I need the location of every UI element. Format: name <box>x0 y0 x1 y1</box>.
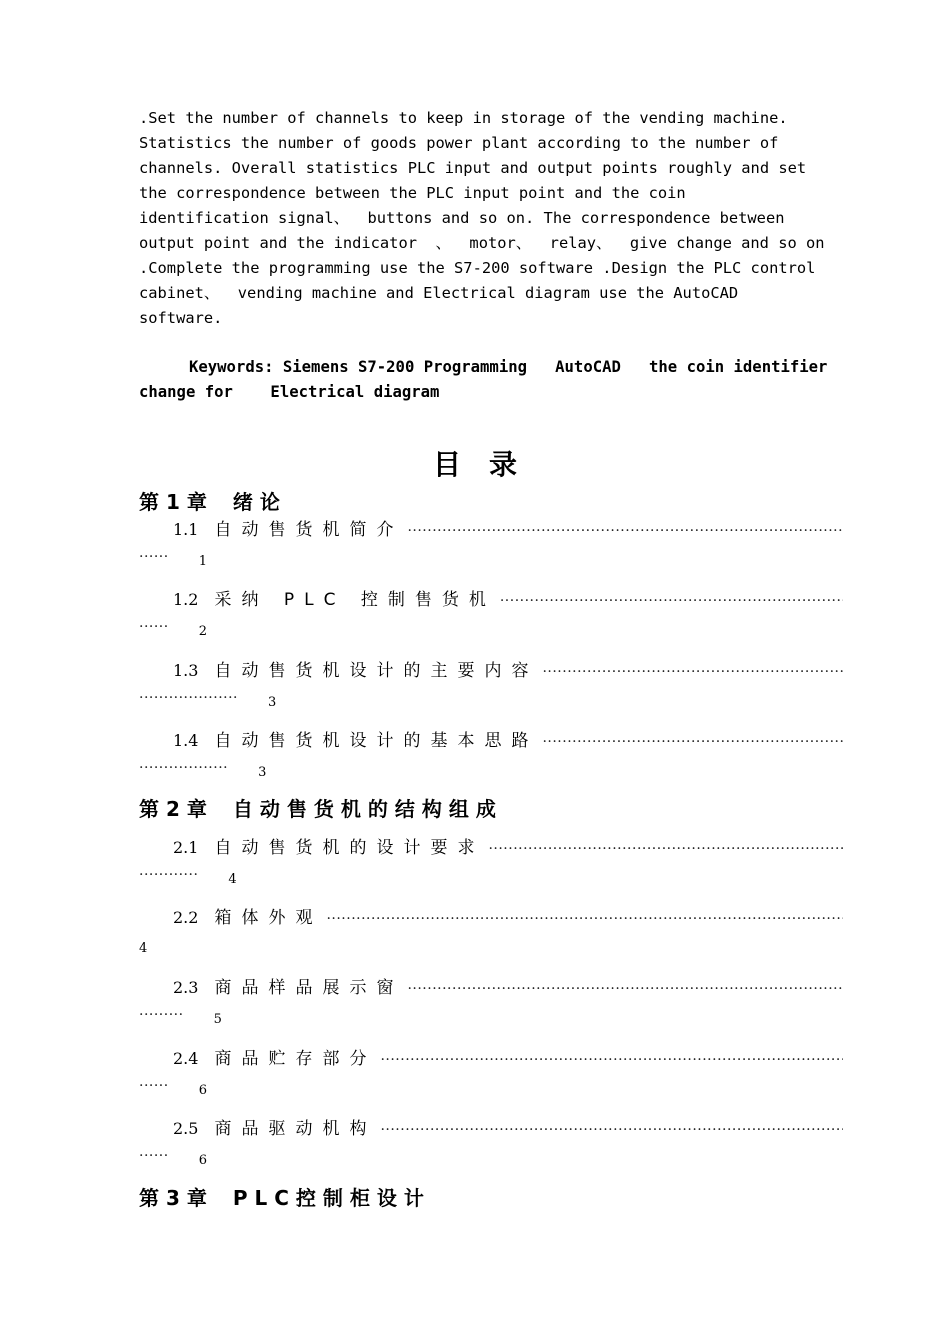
chapter-heading <box>139 1186 431 1210</box>
entry-title: 自动售货机的设计要求 <box>214 838 485 858</box>
abstract-line: identification signal、 buttons and so on. The correspondence between <box>139 209 785 227</box>
chapter-title: PLC控制柜设计 <box>232 1186 431 1210</box>
entry-page-number: 6 <box>198 1083 207 1098</box>
dot-leader-continued: ········· <box>139 1007 184 1023</box>
entry-title: 自动售货机简介 <box>214 520 404 540</box>
dot-leader <box>542 664 843 680</box>
entry-page-number: 1 <box>198 554 207 569</box>
toc-entry[interactable] <box>139 973 843 1033</box>
entry-page-number: 3 <box>268 695 277 710</box>
entry-title: 自动售货机设计的主要内容 <box>214 661 539 681</box>
toc-title: 目录 <box>432 448 545 481</box>
toc-entry[interactable] <box>139 833 843 893</box>
entry-number: 1.1 <box>173 520 199 539</box>
entry-number: 2.5 <box>173 1119 199 1138</box>
toc-entry[interactable] <box>139 515 843 575</box>
keywords-block <box>139 355 849 405</box>
dot-leader-continued: ·················· <box>139 760 229 776</box>
entry-page-number: 4 <box>139 941 148 956</box>
chapter-heading <box>139 797 503 821</box>
entry-number: 2.1 <box>173 838 199 857</box>
entry-number: 2.2 <box>173 908 199 927</box>
chapter-number: 第 1 章 <box>139 490 207 514</box>
keywords-terms: Siemens S7-200 Programming AutoCAD the coin identifier <box>282 358 828 376</box>
dot-leader-continued: ······ <box>139 549 169 565</box>
abstract-line: Statistics the number of goods power plant according to the number of <box>139 134 779 152</box>
entry-page-number: 5 <box>213 1012 222 1027</box>
entry-title: 自动售货机设计的基本思路 <box>214 731 539 751</box>
abstract-line: cabinet、 vending machine and Electrical diagram use the AutoCAD <box>139 284 739 302</box>
abstract-paragraph <box>139 106 849 331</box>
chapter-heading <box>139 490 287 514</box>
entry-number: 1.4 <box>173 731 199 750</box>
chapter-number: 第 3 章 <box>139 1186 207 1210</box>
entry-number: 1.2 <box>173 590 199 609</box>
chapter-title: 自动售货机的结构组成 <box>232 797 503 821</box>
dot-leader <box>380 1122 843 1138</box>
toc-entry[interactable] <box>139 903 843 963</box>
toc-entry[interactable] <box>139 656 843 716</box>
toc-entry[interactable] <box>139 1044 843 1104</box>
entry-number: 1.3 <box>173 661 199 680</box>
toc-entry[interactable] <box>139 726 843 786</box>
abstract-line: channels. Overall statistics PLC input and output points roughly and set <box>139 159 807 177</box>
toc-entry[interactable] <box>139 1114 843 1174</box>
dot-leader-continued: ············ <box>139 867 199 883</box>
dot-leader <box>500 593 843 609</box>
chapter-number: 第 2 章 <box>139 797 207 821</box>
entry-page-number: 4 <box>228 872 237 887</box>
abstract-line: output point and the indicator 、 motor、 relay、 give change and so on <box>139 234 825 252</box>
dot-leader <box>380 1052 843 1068</box>
entry-title: 商品驱动机构 <box>214 1119 377 1139</box>
entry-title: 商品贮存部分 <box>214 1049 377 1069</box>
keywords-line-1 <box>139 355 849 380</box>
dot-leader <box>542 734 843 750</box>
entry-page-number: 3 <box>258 765 267 780</box>
entry-title: 商品样品展示窗 <box>214 978 404 998</box>
abstract-line: .Set the number of channels to keep in storage of the vending machine. <box>139 109 788 127</box>
dot-leader <box>488 841 843 857</box>
dot-leader-continued: ······ <box>139 1148 169 1164</box>
entry-number: 2.4 <box>173 1049 199 1068</box>
entry-number: 2.3 <box>173 978 199 997</box>
dot-leader <box>407 523 843 539</box>
abstract-line: the correspondence between the PLC input point and the coin <box>139 184 686 202</box>
dot-leader-continued: ······ <box>139 1078 169 1094</box>
keywords-label: Keywords: <box>189 358 274 376</box>
dot-leader-continued: ······ <box>139 619 169 635</box>
keywords-line-2: change for Electrical diagram <box>139 383 440 401</box>
dot-leader <box>407 981 843 997</box>
dot-leader-continued: ···················· <box>139 690 239 706</box>
abstract-line: software. <box>139 309 223 327</box>
entry-page-number: 2 <box>198 624 207 639</box>
entry-page-number: 6 <box>198 1153 207 1168</box>
dot-leader <box>326 911 843 927</box>
entry-title: 箱体外观 <box>214 908 323 928</box>
abstract-line: .Complete the programming use the S7-200 software .Design the PLC control <box>139 259 816 277</box>
toc-entry[interactable] <box>139 585 843 645</box>
entry-title: 采纳 PLC 控制售货机 <box>214 590 496 610</box>
chapter-title: 绪论 <box>232 490 287 514</box>
